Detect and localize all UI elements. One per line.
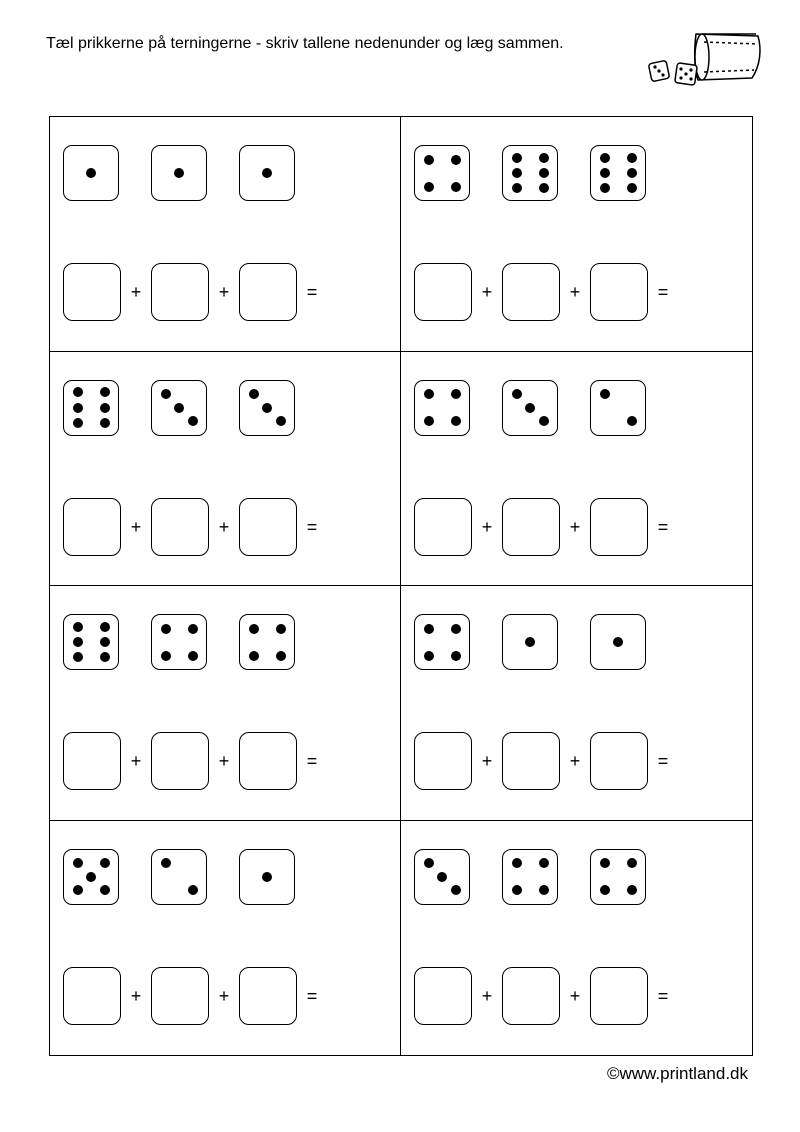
die-pip — [451, 651, 461, 661]
plus-sign: + — [130, 516, 142, 537]
answer-box[interactable] — [502, 967, 560, 1025]
die-pip — [512, 858, 522, 868]
equals-sign: = — [657, 516, 669, 537]
die-face-6 — [63, 614, 119, 670]
answer-box[interactable] — [414, 732, 472, 790]
answer-box[interactable] — [590, 263, 648, 321]
die-pip — [262, 168, 272, 178]
die-pip — [512, 153, 522, 163]
answer-box[interactable] — [414, 498, 472, 556]
equals-sign: = — [306, 516, 318, 537]
die-pip — [512, 389, 522, 399]
die-pip — [100, 622, 110, 632]
die-pip — [525, 637, 535, 647]
die-pip — [174, 403, 184, 413]
die-pip — [73, 885, 83, 895]
die-pip — [600, 153, 610, 163]
die-pip — [512, 168, 522, 178]
dice-cup-icon — [644, 20, 764, 92]
plus-sign: + — [569, 751, 581, 771]
die-pip — [451, 624, 461, 634]
answer-box[interactable] — [502, 263, 560, 321]
die-pip — [100, 403, 110, 413]
die-face-4 — [590, 849, 646, 905]
die-face-6 — [63, 380, 119, 436]
die-face-1 — [239, 849, 295, 905]
die-pip — [73, 403, 83, 413]
die-pip — [539, 183, 549, 193]
die-pip — [188, 416, 198, 426]
die-pip — [100, 858, 110, 868]
die-pip — [276, 624, 286, 634]
die-face-1 — [63, 145, 119, 201]
answer-box[interactable] — [502, 498, 560, 556]
exercise-cell — [50, 821, 401, 1056]
plus-sign: + — [481, 985, 493, 1006]
die-pip — [249, 651, 259, 661]
die-pip — [262, 403, 272, 413]
plus-sign: + — [481, 282, 493, 302]
die-pip — [424, 858, 434, 868]
exercise-cell — [401, 352, 752, 587]
die-pip — [262, 872, 272, 882]
answer-box[interactable] — [414, 967, 472, 1025]
die-pip — [424, 389, 434, 399]
die-pip — [600, 858, 610, 868]
plus-sign: + — [569, 516, 581, 537]
answer-box[interactable] — [502, 732, 560, 790]
answer-box[interactable] — [151, 967, 209, 1025]
die-face-6 — [590, 145, 646, 201]
die-pip — [161, 624, 171, 634]
die-face-2 — [590, 380, 646, 436]
equals-sign: = — [306, 751, 318, 771]
die-pip — [539, 858, 549, 868]
die-pip — [627, 885, 637, 895]
die-face-4 — [414, 614, 470, 670]
die-pip — [424, 182, 434, 192]
die-pip — [73, 387, 83, 397]
die-pip — [539, 168, 549, 178]
plus-sign: + — [130, 985, 142, 1006]
answer-box[interactable] — [63, 967, 121, 1025]
die-pip — [424, 416, 434, 426]
die-pip — [100, 637, 110, 647]
plus-sign: + — [481, 516, 493, 537]
die-pip — [451, 885, 461, 895]
plus-sign: + — [218, 516, 230, 537]
plus-sign: + — [218, 282, 230, 302]
die-pip — [188, 885, 198, 895]
exercise-cell — [50, 586, 401, 821]
die-pip — [539, 416, 549, 426]
die-pip — [73, 652, 83, 662]
die-pip — [451, 155, 461, 165]
die-pip — [424, 155, 434, 165]
die-pip — [512, 885, 522, 895]
plus-sign: + — [130, 751, 142, 771]
equals-sign: = — [657, 751, 669, 771]
die-pip — [627, 183, 637, 193]
die-face-1 — [151, 145, 207, 201]
die-pip — [174, 168, 184, 178]
die-pip — [539, 153, 549, 163]
equals-sign: = — [657, 282, 669, 302]
die-pip — [161, 389, 171, 399]
die-face-1 — [502, 614, 558, 670]
answer-box[interactable] — [590, 732, 648, 790]
die-pip — [100, 885, 110, 895]
exercise-cell — [50, 352, 401, 587]
die-face-5 — [63, 849, 119, 905]
die-pip — [512, 183, 522, 193]
plus-sign: + — [218, 751, 230, 771]
die-face-2 — [151, 849, 207, 905]
answer-box[interactable] — [239, 967, 297, 1025]
plus-sign: + — [569, 282, 581, 302]
answer-box[interactable] — [590, 498, 648, 556]
die-pip — [73, 622, 83, 632]
die-pip — [600, 168, 610, 178]
answer-box[interactable] — [590, 967, 648, 1025]
equals-sign: = — [657, 985, 669, 1006]
plus-sign: + — [218, 985, 230, 1006]
answer-box[interactable] — [151, 498, 209, 556]
die-face-4 — [151, 614, 207, 670]
die-pip — [525, 403, 535, 413]
instruction-text: Tæl prikkerne på terningerne - skriv tallene nedenunder og læg sammen. — [46, 35, 564, 52]
plus-sign: + — [130, 282, 142, 302]
exercise-cell — [401, 117, 752, 352]
die-pip — [73, 637, 83, 647]
die-pip — [451, 389, 461, 399]
die-pip — [451, 182, 461, 192]
die-pip — [627, 416, 637, 426]
plus-sign: + — [481, 751, 493, 771]
die-pip — [424, 624, 434, 634]
answer-box[interactable] — [63, 263, 121, 321]
die-pip — [73, 418, 83, 428]
die-pip — [188, 651, 198, 661]
answer-box[interactable] — [239, 732, 297, 790]
die-pip — [600, 885, 610, 895]
answer-box[interactable] — [63, 498, 121, 556]
die-pip — [249, 389, 259, 399]
exercise-grid — [49, 116, 753, 1056]
die-pip — [600, 183, 610, 193]
die-pip — [86, 168, 96, 178]
answer-box[interactable] — [63, 732, 121, 790]
die-pip — [73, 858, 83, 868]
answer-box[interactable] — [239, 263, 297, 321]
answer-box[interactable] — [151, 263, 209, 321]
die-pip — [437, 872, 447, 882]
die-face-4 — [502, 849, 558, 905]
die-pip — [100, 387, 110, 397]
exercise-cell — [50, 117, 401, 352]
die-pip — [276, 416, 286, 426]
die-pip — [627, 858, 637, 868]
die-pip — [627, 168, 637, 178]
die-pip — [100, 652, 110, 662]
die-face-3 — [151, 380, 207, 436]
answer-box[interactable] — [151, 732, 209, 790]
die-face-6 — [502, 145, 558, 201]
die-pip — [600, 389, 610, 399]
equals-sign: = — [306, 985, 318, 1006]
die-pip — [249, 624, 259, 634]
die-face-4 — [239, 614, 295, 670]
die-pip — [188, 624, 198, 634]
die-face-3 — [239, 380, 295, 436]
die-pip — [161, 858, 171, 868]
exercise-cell — [401, 586, 752, 821]
equals-sign: = — [306, 282, 318, 302]
die-face-4 — [414, 145, 470, 201]
die-pip — [100, 418, 110, 428]
die-pip — [161, 651, 171, 661]
die-face-1 — [239, 145, 295, 201]
die-pip — [424, 651, 434, 661]
die-pip — [539, 885, 549, 895]
answer-box[interactable] — [414, 263, 472, 321]
copyright-text: ©www.printland.dk — [606, 1064, 748, 1083]
die-face-4 — [414, 380, 470, 436]
exercise-cell — [401, 821, 752, 1056]
die-pip — [627, 153, 637, 163]
plus-sign: + — [569, 985, 581, 1006]
answer-box[interactable] — [239, 498, 297, 556]
die-face-3 — [502, 380, 558, 436]
die-face-1 — [590, 614, 646, 670]
die-face-3 — [414, 849, 470, 905]
die-pip — [86, 872, 96, 882]
die-pip — [276, 651, 286, 661]
die-pip — [451, 416, 461, 426]
die-pip — [613, 637, 623, 647]
